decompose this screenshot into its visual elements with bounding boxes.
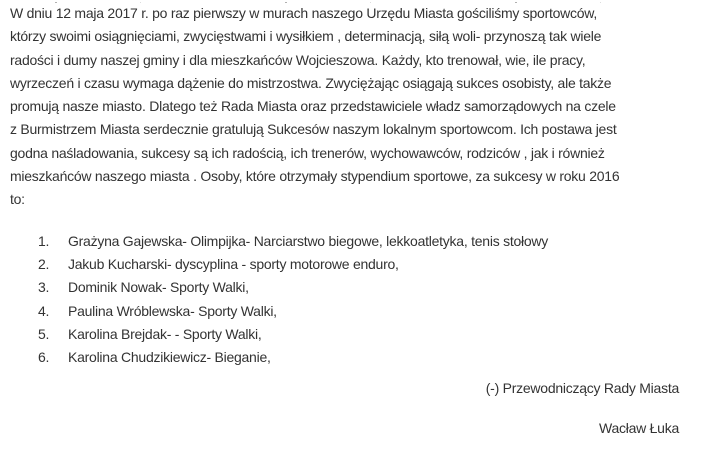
list-item-number: 4. [38, 302, 50, 319]
stipend-recipients-list [0, 230, 705, 370]
list-item [38, 230, 705, 253]
paragraph-line: wyrzeczeń i czasu wymaga dążenie do mistrzostwa. Zwyciężając osiągają sukces osobisty, ale także [10, 74, 612, 91]
list-item-text: Jakub Kucharski- dyscyplina - sporty motorowe enduro, [68, 255, 399, 272]
list-item-text: Karolina Brejdak- - Sporty Walki, [68, 325, 262, 342]
paragraph-line: to: [10, 191, 25, 208]
list-item-number: 2. [38, 255, 50, 272]
list-item [38, 276, 705, 299]
list-item-number: 3. [38, 279, 50, 296]
paragraph-line: W dniu 12 maja 2017 r. po raz pierwszy w murach naszego Urzędu Miasta gościliśmy sportowców, [10, 5, 598, 21]
list-item [38, 300, 705, 323]
paragraph-line: którzy swoimi osiągnięciami, zwycięstwami i wysiłkiem , determinacją, siłą woli- przynoszą tak wiele [10, 28, 602, 45]
list-item [38, 346, 705, 369]
paragraph-line: mieszkańców naszego miasta . Osoby, które otrzymały stypendium sportowe, za sukcesy w roku 2016 [10, 168, 620, 185]
paragraph-line: radości i dumy naszej gminy i dla mieszkańców Wojcieszowa. Każdy, kto trenował, wie, ile pracy, [10, 51, 586, 68]
list-item-number: 6. [38, 349, 50, 366]
intro-paragraph [0, 0, 705, 212]
list-item-number: 1. [38, 232, 50, 249]
scan-artifact-top [0, 2, 705, 3]
list-item-text: Grażyna Gajewska- Olimpijka- Narciarstwo biegowe, lekkoatletyka, tenis stołowy [68, 232, 549, 249]
signature-name: Wacław Łuka [599, 419, 679, 436]
paragraph-line: godna naśladowania, sukcesy są ich radością, ich trenerów, wychowawców, rodziców , jak i również [10, 144, 605, 161]
paragraph-line: promują nasze miasto. Dlatego też Rada Miasta oraz przedstawiciele władz samorządowych na czele [10, 98, 616, 115]
list-item-number: 5. [38, 325, 50, 342]
list-item [38, 323, 705, 346]
signature-block [0, 377, 705, 440]
list-item [38, 253, 705, 276]
signature-title: (-) Przewodniczący Rady Miasta [485, 380, 679, 397]
list-item-text: Karolina Chudzikiewicz- Bieganie, [68, 349, 271, 366]
list-item-text: Paulina Wróblewska- Sporty Walki, [68, 302, 277, 319]
paragraph-line: z Burmistrzem Miasta serdecznie gratulują Sukcesów naszym lokalnym sportowcom. Ich postawa jest [10, 121, 617, 138]
list-item-text: Dominik Nowak- Sporty Walki, [68, 279, 249, 296]
